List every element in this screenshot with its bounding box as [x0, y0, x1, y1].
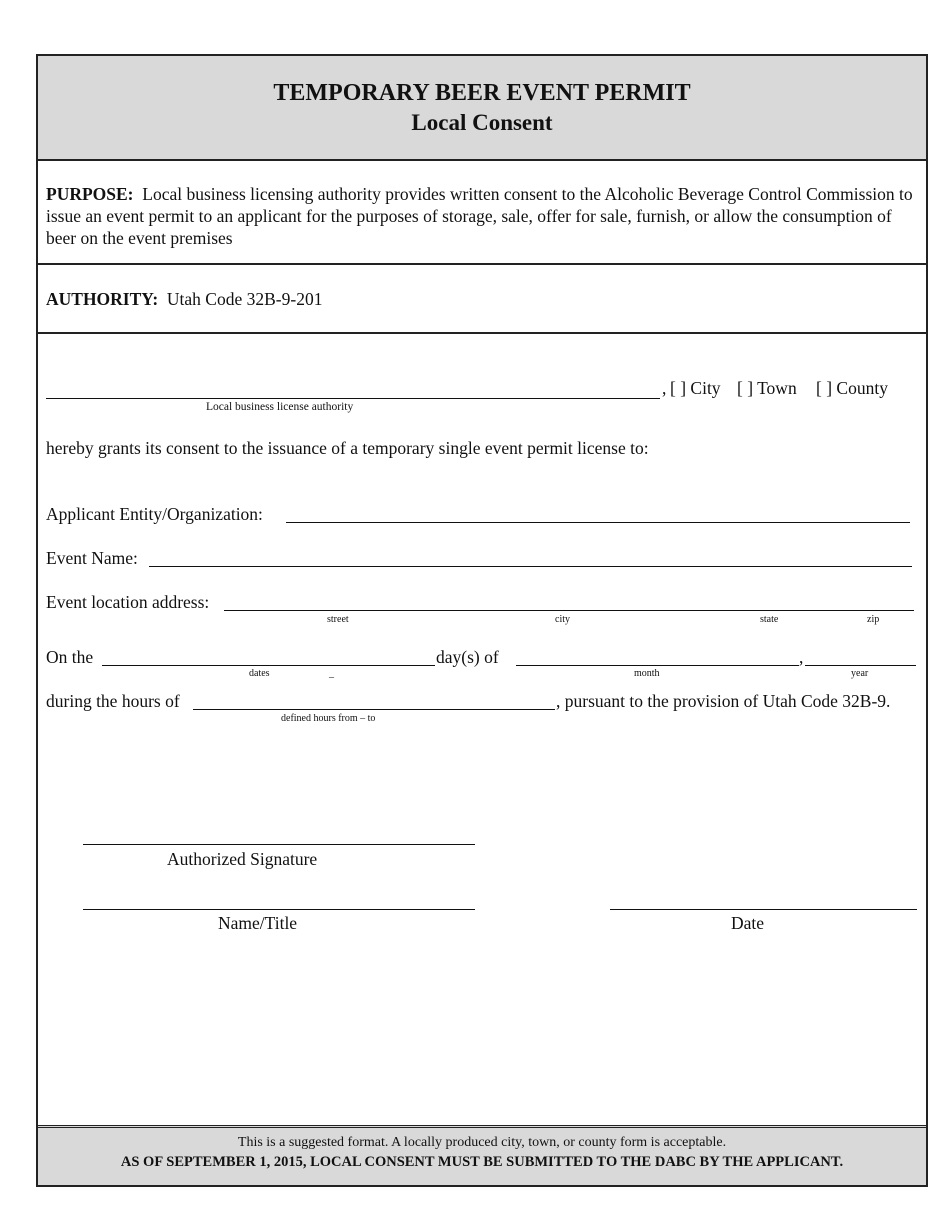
city-caption: city	[555, 614, 570, 625]
month-caption: month	[634, 668, 660, 679]
month-field[interactable]	[516, 665, 799, 666]
footer-warning: AS OF SEPTEMBER 1, 2015, LOCAL CONSENT MUST BE SUBMITTED TO THE DABC BY THE APPLICANT.	[120, 1154, 844, 1170]
street-caption: street	[327, 614, 349, 625]
permit-form	[36, 54, 928, 1187]
event-name-field[interactable]	[149, 566, 912, 567]
location-field[interactable]	[224, 610, 914, 611]
month-comma: ,	[799, 647, 804, 667]
authorized-signature-label: Authorized Signature	[167, 849, 318, 869]
county-checkbox[interactable]: [ ] County	[816, 378, 888, 398]
form-header	[38, 56, 926, 161]
purpose-text: Local business licensing authority provides written consent to the Alcoholic Beverage Control Commission to issue an event permit to an applicant for the purposes of storage, sale, offer for sale, furnish, or allow the consumption of beer on the event premises	[46, 184, 913, 248]
authority-section	[38, 265, 926, 334]
date-field[interactable]	[610, 909, 917, 910]
on-the-label: On the	[46, 647, 94, 667]
form-subtitle: Local Consent	[411, 110, 553, 135]
hours-label: during the hours of	[46, 691, 180, 711]
applicant-label: Applicant Entity/Organization:	[46, 504, 263, 524]
year-caption: year	[851, 668, 869, 679]
name-title-label: Name/Title	[218, 913, 298, 933]
hours-caption: defined hours from – to	[281, 713, 376, 724]
days-of-label: day(s) of	[436, 647, 499, 667]
footer-note: This is a suggested format. A locally produced city, town, or county form is acceptable.	[237, 1135, 727, 1150]
zip-caption: zip	[867, 614, 880, 625]
date-label: Date	[731, 913, 765, 933]
form-title: TEMPORARY BEER EVENT PERMIT	[273, 80, 691, 106]
authorized-signature-field[interactable]	[83, 844, 475, 845]
applicant-field[interactable]	[286, 522, 910, 523]
name-title-field[interactable]	[83, 909, 475, 910]
purpose-section	[38, 161, 926, 265]
grant-text: hereby grants its consent to the issuance of a temporary single event permit license to:	[46, 438, 649, 458]
year-field[interactable]	[805, 665, 916, 666]
authority-name-field[interactable]	[46, 398, 660, 399]
event-name-label: Event Name:	[46, 548, 138, 568]
hours-suffix: , pursuant to the provision of Utah Code 32B-9.	[556, 691, 891, 711]
state-caption: state	[760, 614, 779, 625]
town-checkbox[interactable]: [ ] Town	[737, 378, 797, 398]
hours-field[interactable]	[193, 709, 555, 710]
dates-caption: dates	[249, 668, 270, 679]
authority-comma: ,	[662, 378, 667, 398]
location-label: Event location address:	[46, 592, 210, 612]
authority-label: AUTHORITY:	[46, 289, 159, 309]
form-footer	[38, 1125, 926, 1185]
authority-text: Utah Code 32B-9-201	[166, 289, 323, 309]
authority-caption: Local business license authority	[206, 401, 354, 413]
dash-caption: _	[329, 668, 334, 679]
dates-field[interactable]	[102, 665, 435, 666]
purpose-label: PURPOSE:	[46, 184, 134, 204]
city-checkbox[interactable]: [ ] City	[670, 378, 721, 398]
